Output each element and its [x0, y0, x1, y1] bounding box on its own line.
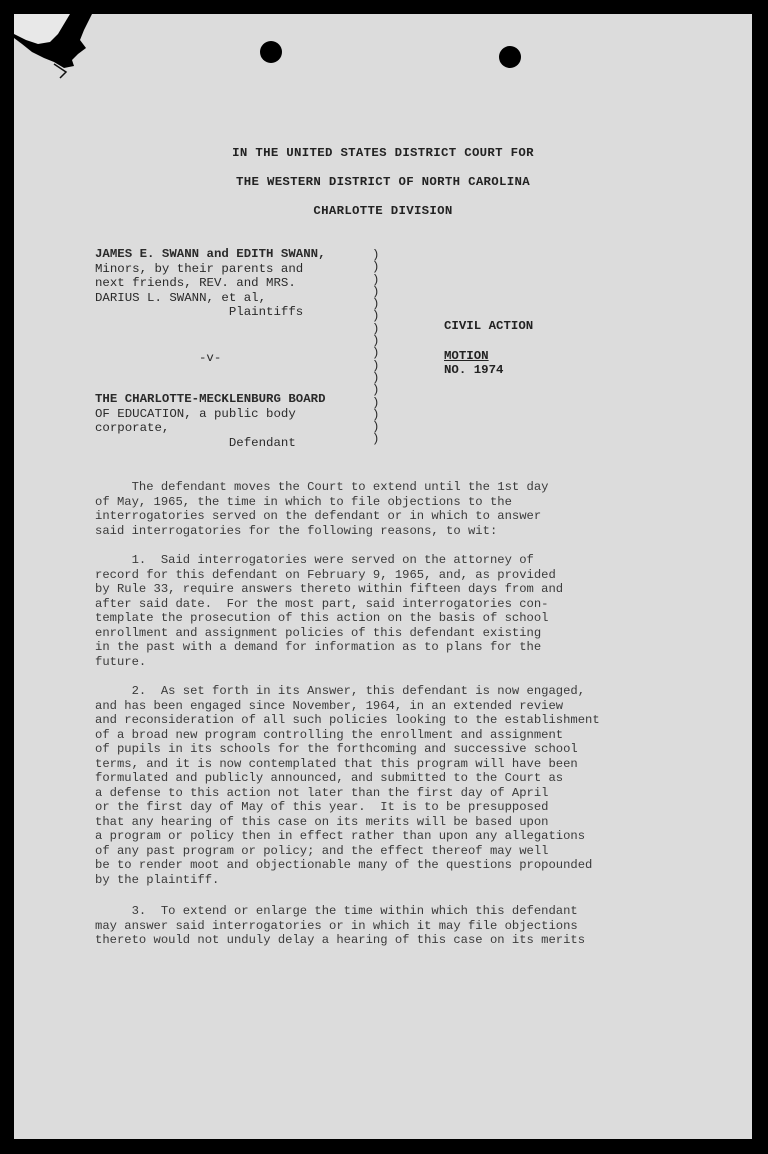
text-line: by Rule 33, require answers thereto within fifteen days from and [95, 582, 564, 596]
text-line: template the prosecution of this action on the basis of school [95, 611, 549, 625]
defendant-line: corporate, [95, 421, 170, 436]
text-line: and has been engaged since November, 1964, in an extended review [95, 698, 564, 713]
intro-paragraph [95, 480, 548, 538]
text-line: may answer said interrogatories or in which it may file objections [95, 918, 578, 933]
punch-hole [499, 46, 521, 68]
text-line: of May, 1965, the time in which to file objections to the [95, 494, 512, 509]
text-line: a program or policy then in effect rather than upon any allegations [95, 829, 586, 843]
text-line: of any past program or policy; and the effect thereof may well [95, 843, 549, 858]
text-line: said interrogatories for the following reasons, to wit: [95, 523, 498, 538]
text-line: or the first day of May of this year. It is to be presupposed [95, 800, 549, 814]
text-line: The defendant moves the Court to extend until the 1st day [95, 480, 549, 494]
civil-action-label: CIVIL ACTION [444, 319, 534, 334]
text-line: 1. Said interrogatories were served on the attorney of [95, 553, 534, 567]
plaintiff-line: Plaintiffs [95, 305, 304, 320]
text-line: after said date. For the most part, said interrogatories con- [95, 596, 549, 611]
text-line: 2. As set forth in its Answer, this defendant is now engaged, [95, 684, 586, 698]
text-line: terms, and it is now contemplated that this program will have been [95, 756, 578, 771]
text-line: of a broad new program controlling the enrollment and assignment [95, 727, 564, 742]
paragraph-3 [95, 904, 585, 948]
text-line: interrogatories served on the defendant or in which to answer [95, 509, 542, 523]
court-heading-line: THE WESTERN DISTRICT OF NORTH CAROLINA [236, 175, 530, 189]
text-line: thereto would not unduly delay a hearing of this case on its merits [95, 933, 586, 947]
caption-defendant [95, 392, 326, 450]
text-line: formulated and publicly announced, and submitted to the Court as [95, 771, 564, 785]
court-heading-line: CHARLOTTE DIVISION [313, 204, 453, 218]
text-line: and reconsideration of all such policies looking to the establishment [95, 713, 600, 727]
plaintiff-line: Minors, by their parents and [95, 261, 304, 276]
plaintiff-line: DARIUS L. SWANN, et al, [95, 290, 267, 305]
text-line: future. [95, 654, 147, 669]
text-line: enrollment and assignment policies of this defendant existing [95, 625, 542, 640]
text-line: a defense to this action not later than the first day of April [95, 785, 549, 800]
text-line: be to render moot and objectionable many of the questions propounded [95, 858, 593, 872]
text-line: of pupils in its schools for the forthcoming and successive school [95, 742, 578, 756]
text-line: 3. To extend or enlarge the time within which this defendant [95, 904, 578, 918]
torn-corner-mark [14, 14, 104, 84]
case-number: NO. 1974 [444, 362, 504, 377]
document-page [14, 14, 752, 1139]
defendant-line: THE CHARLOTTE-MECKLENBURG BOARD [95, 392, 326, 406]
caption-plaintiffs [95, 247, 326, 320]
caption-parentheses: ) ) ) ) ) ) ) ) ) ) ) ) ) ) ) ) [372, 248, 380, 447]
text-line: in the past with a demand for information as to plans for the [95, 640, 542, 654]
paragraph-2 [95, 684, 600, 887]
text-line: record for this defendant on February 9, 1965, and, as provided [95, 567, 556, 582]
paragraph-1 [95, 553, 563, 669]
document-type-title: MOTION [444, 349, 489, 363]
text-line: that any hearing of this case on its merits will be based upon [95, 814, 549, 829]
court-heading-line: IN THE UNITED STATES DISTRICT COURT FOR [232, 146, 534, 160]
plaintiff-line: JAMES E. SWANN and EDITH SWANN, [95, 247, 326, 261]
text-line: by the plaintiff. [95, 872, 220, 887]
defendant-line: OF EDUCATION, a public body [95, 406, 296, 421]
defendant-line: Defendant [95, 435, 296, 450]
versus-label: -v- [199, 351, 222, 365]
punch-hole [260, 41, 282, 63]
plaintiff-line: next friends, REV. and MRS. [95, 276, 296, 291]
